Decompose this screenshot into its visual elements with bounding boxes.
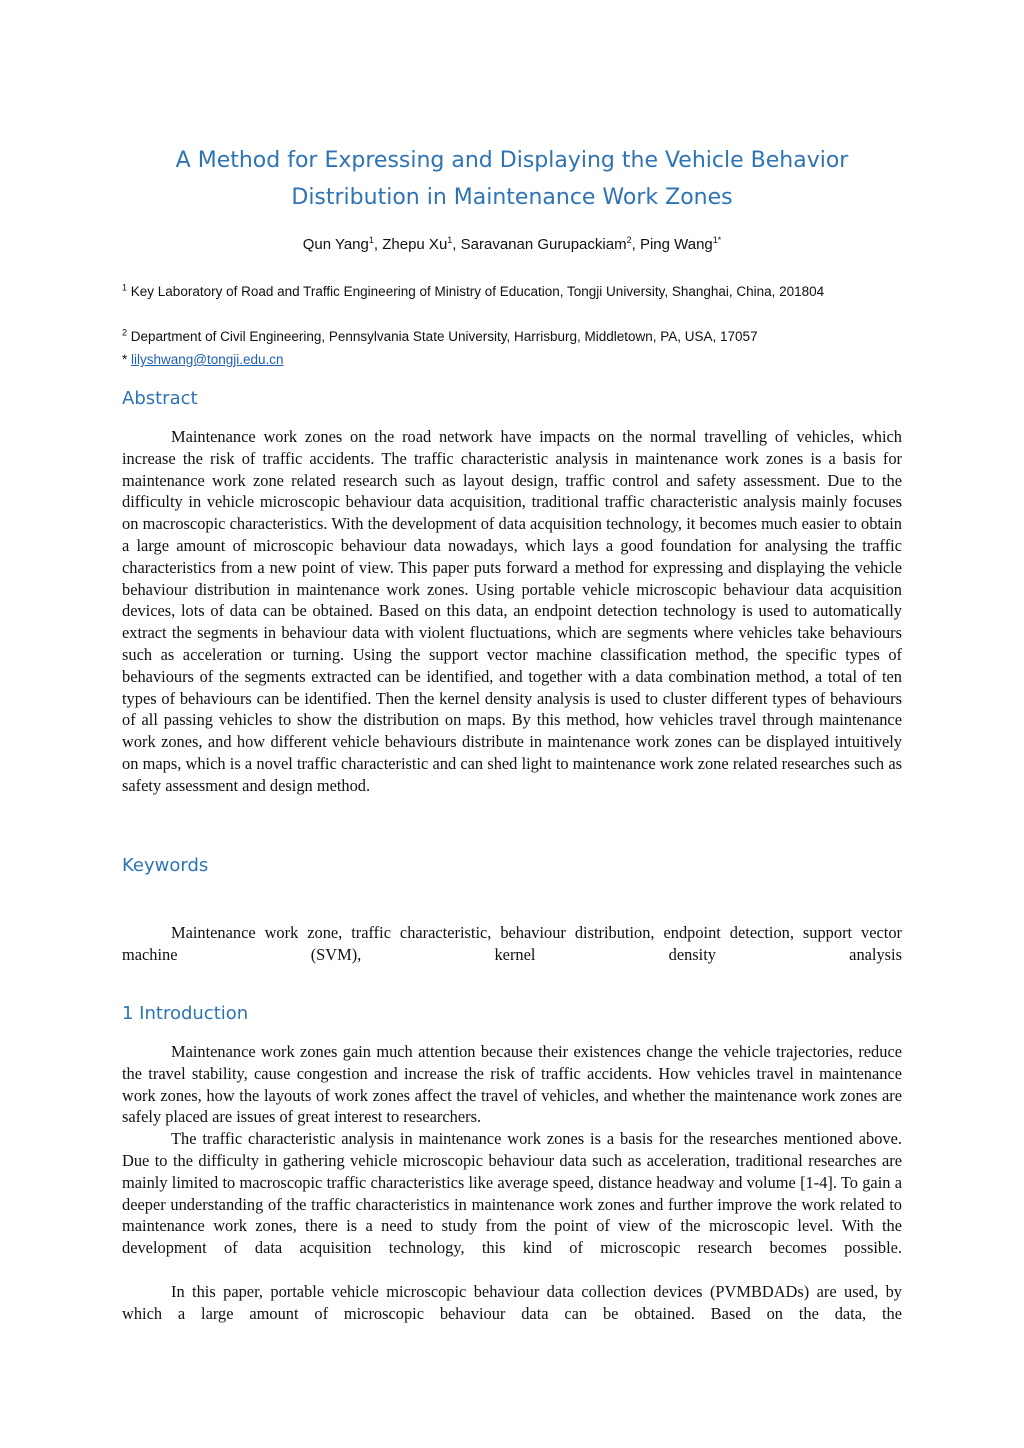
- author-affiliation-mark: 2: [626, 235, 632, 245]
- affiliation-1: [122, 281, 902, 303]
- author-name: Ping Wang: [639, 236, 713, 253]
- title-line-2: Distribution in Maintenance Work Zones: [291, 185, 733, 210]
- abstract-heading: Abstract: [122, 388, 198, 409]
- author-separator: ,: [452, 236, 461, 253]
- email-prefix: *: [122, 352, 132, 367]
- author-name: Zhepu Xu: [382, 236, 448, 253]
- introduction-paragraph-1: Maintenance work zones gain much attention because their existences change the vehicle trajectories, reduce the travel stability, cause congestion and increase the risk of traffic accidents. How vehicles travel in maintenance work zones, how the layouts of work zones affect the travel of vehicles, and whether the maintenance work zones are safely placed are issues of great interest to researchers.: [122, 1042, 902, 1127]
- author-separator: ,: [373, 236, 383, 253]
- affiliation-text: Department of Civil Engineering, Pennsylvania State University, Harrisburg, Middletown, PA, USA, 17057: [130, 329, 758, 344]
- author-affiliation-mark: 1*: [712, 235, 722, 245]
- affiliation-text: Key Laboratory of Road and Traffic Engineering of Ministry of Education, Tongji University, Shanghai, China, 201804: [130, 284, 825, 299]
- paper-title: [122, 142, 902, 216]
- affiliation-mark: 1: [122, 282, 128, 293]
- email-link[interactable]: lilyshwang@tongji.edu.cn: [131, 352, 284, 367]
- author-affiliation-mark: 1: [447, 235, 453, 245]
- introduction-paragraph-2: The traffic characteristic analysis in maintenance work zones is a basis for the researches mentioned above. Due to the difficulty in gathering vehicle microscopic behaviour data such as acceleration, traditional researches are mainly limited to macroscopic traffic characteristics like average speed, distance headway and volume [1-4]. To gain a deeper understanding of the traffic characteristics in maintenance work zones and further improve the work related to maintenance work zones, there is a need to study from the point of view of the microscopic level. With the development of data acquisition technology, this kind of microscopic research becomes possible.: [122, 1129, 902, 1258]
- keywords-paragraph: Maintenance work zone, traffic characteristic, behaviour distribution, endpoint detection, support vector machine (SVM), kernel density analysis: [122, 923, 902, 964]
- abstract-paragraph: Maintenance work zones on the road network have impacts on the normal travelling of vehicles, which increase the risk of traffic accidents. The traffic characteristic analysis in maintenance work zones is a basis for maintenance work zone related research such as layout design, traffic control and safety assessment. Due to the difficulty in vehicle microscopic behaviour data acquisition, traditional traffic characteristic analysis mainly focuses on macroscopic characteristics. With the development of data acquisition technology, it becomes much easier to obtain a large amount of microscopic behaviour data nowadays, which lays a good foundation for analysing the traffic characteristics from a new point of view. This paper puts forward a method for expressing and displaying the vehicle behaviour distribution in maintenance work zones. Using portable vehicle microscopic behaviour data acquisition devices, lots of data can be obtained. Based on this data, an endpoint detection technology is used to automatically extract the segments in behaviour data with violent fluctuations, which are segments where vehicles take behaviours such as acceleration or turning. Using the support vector machine classification method, the specific types of behaviours of the segments extracted can be identified, and together with a data combination method, a total of ten types of behaviours can be identified. Then the kernel density analysis is used to cluster different types of behaviours of all passing vehicles to show the distribution on maps. By this method, how vehicles travel through maintenance work zones, and how different vehicle behaviours distribute in maintenance work zones can be displayed intuitively on maps, which is a novel traffic characteristic and can shed light to maintenance work zone related researches such as safety assessment and design method.: [122, 427, 902, 795]
- title-line-1: A Method for Expressing and Displaying the Vehicle Behavior: [175, 148, 849, 173]
- introduction-body: [122, 1041, 902, 1324]
- author-name: Saravanan Gurupackiam: [460, 236, 627, 253]
- introduction-heading: 1 Introduction: [122, 1003, 249, 1024]
- introduction-paragraph-3: In this paper, portable vehicle microscopic behaviour data collection devices (PVMBDADs) are used, by which a large amount of microscopic behaviour data can be obtained. Based on the data, the: [122, 1281, 902, 1323]
- affiliation-2: [122, 326, 902, 348]
- affiliation-mark: 2: [122, 327, 128, 338]
- abstract-body: [122, 426, 902, 797]
- author-separator: ,: [631, 236, 640, 253]
- author-affiliation-mark: 1: [368, 235, 374, 245]
- author-name: Qun Yang: [302, 236, 369, 253]
- keywords-body: [122, 922, 902, 966]
- author-list: [122, 236, 902, 253]
- keywords-heading: Keywords: [122, 855, 209, 876]
- corresponding-email: [122, 349, 902, 371]
